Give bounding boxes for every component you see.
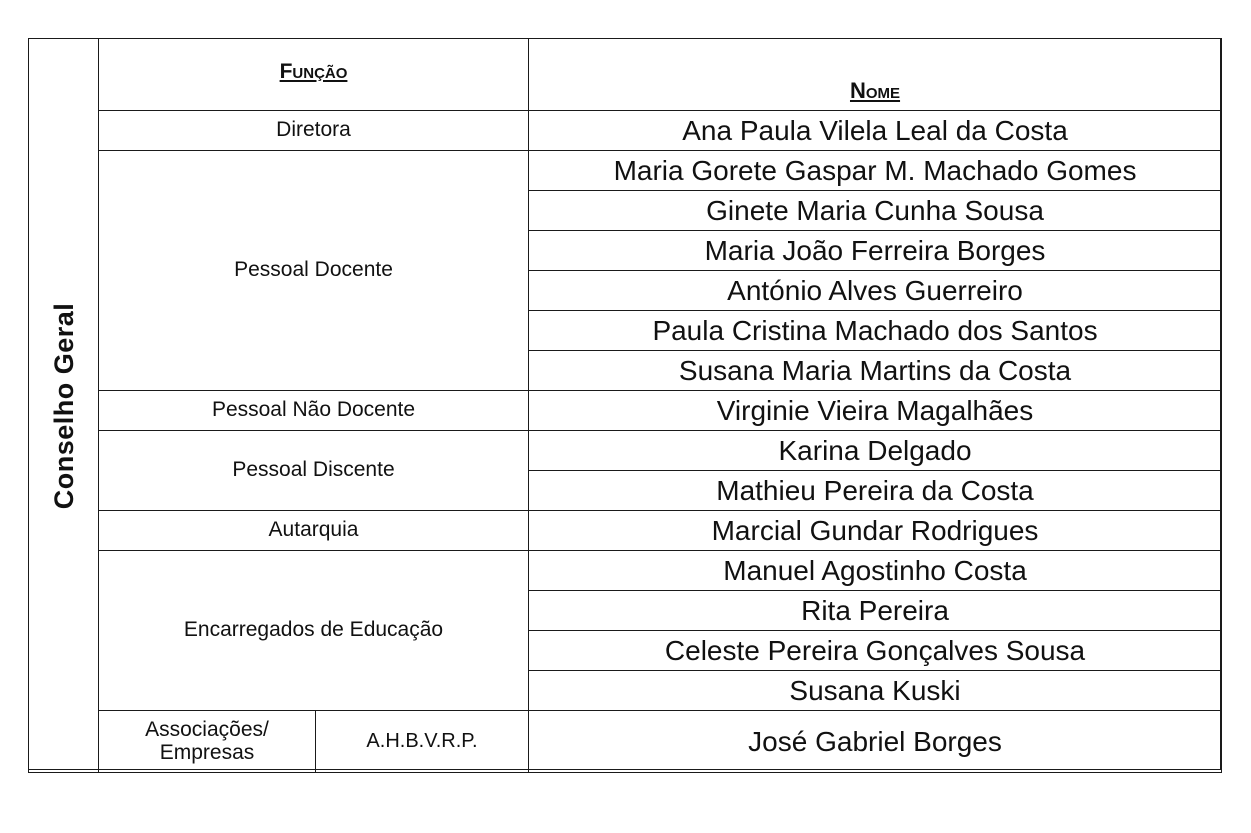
nome-cell: Maria João Ferreira Borges (529, 231, 1222, 271)
side-label-cell (29, 39, 99, 773)
nome-cell: Manuel Agostinho Costa (529, 551, 1222, 591)
funcao-cell: Pessoal Discente (99, 431, 529, 511)
header-funcao: Função (99, 39, 529, 111)
nome-cell: Paula Cristina Machado dos Santos (529, 311, 1222, 351)
council-table (28, 38, 1222, 773)
header-nome: Nome (529, 39, 1222, 111)
funcao-cell: Pessoal Não Docente (99, 391, 529, 431)
funcao-cell: Diretora (99, 111, 529, 151)
categoria-cell (99, 711, 316, 773)
nome-cell: Karina Delgado (529, 431, 1222, 471)
funcao-cell: Encarregados de Educação (99, 551, 529, 711)
categoria-line-2: Empresas (159, 740, 255, 764)
nome-cell: Rita Pereira (529, 591, 1222, 631)
side-label: Conselho Geral (48, 302, 79, 509)
nome-cell: Mathieu Pereira da Costa (529, 471, 1222, 511)
nome-cell: Celeste Pereira Gonçalves Sousa (529, 631, 1222, 671)
nome-cell: Susana Maria Martins da Costa (529, 351, 1222, 391)
nome-cell: Susana Kuski (529, 671, 1222, 711)
funcao-cell: Autarquia (99, 511, 529, 551)
entidade-cell: A.H.B.V.R.P. (316, 711, 529, 773)
categoria-line-1: Associações/ (145, 718, 269, 742)
nome-cell: Marcial Gundar Rodrigues (529, 511, 1222, 551)
nome-cell: António Alves Guerreiro (529, 271, 1222, 311)
nome-cell: Maria Gorete Gaspar M. Machado Gomes (529, 151, 1222, 191)
funcao-cell: Pessoal Docente (99, 151, 529, 391)
nome-cell: José Gabriel Borges (529, 711, 1222, 773)
nome-cell: Ana Paula Vilela Leal da Costa (529, 111, 1222, 151)
nome-cell: Ginete Maria Cunha Sousa (529, 191, 1222, 231)
nome-cell: Virginie Vieira Magalhães (529, 391, 1222, 431)
